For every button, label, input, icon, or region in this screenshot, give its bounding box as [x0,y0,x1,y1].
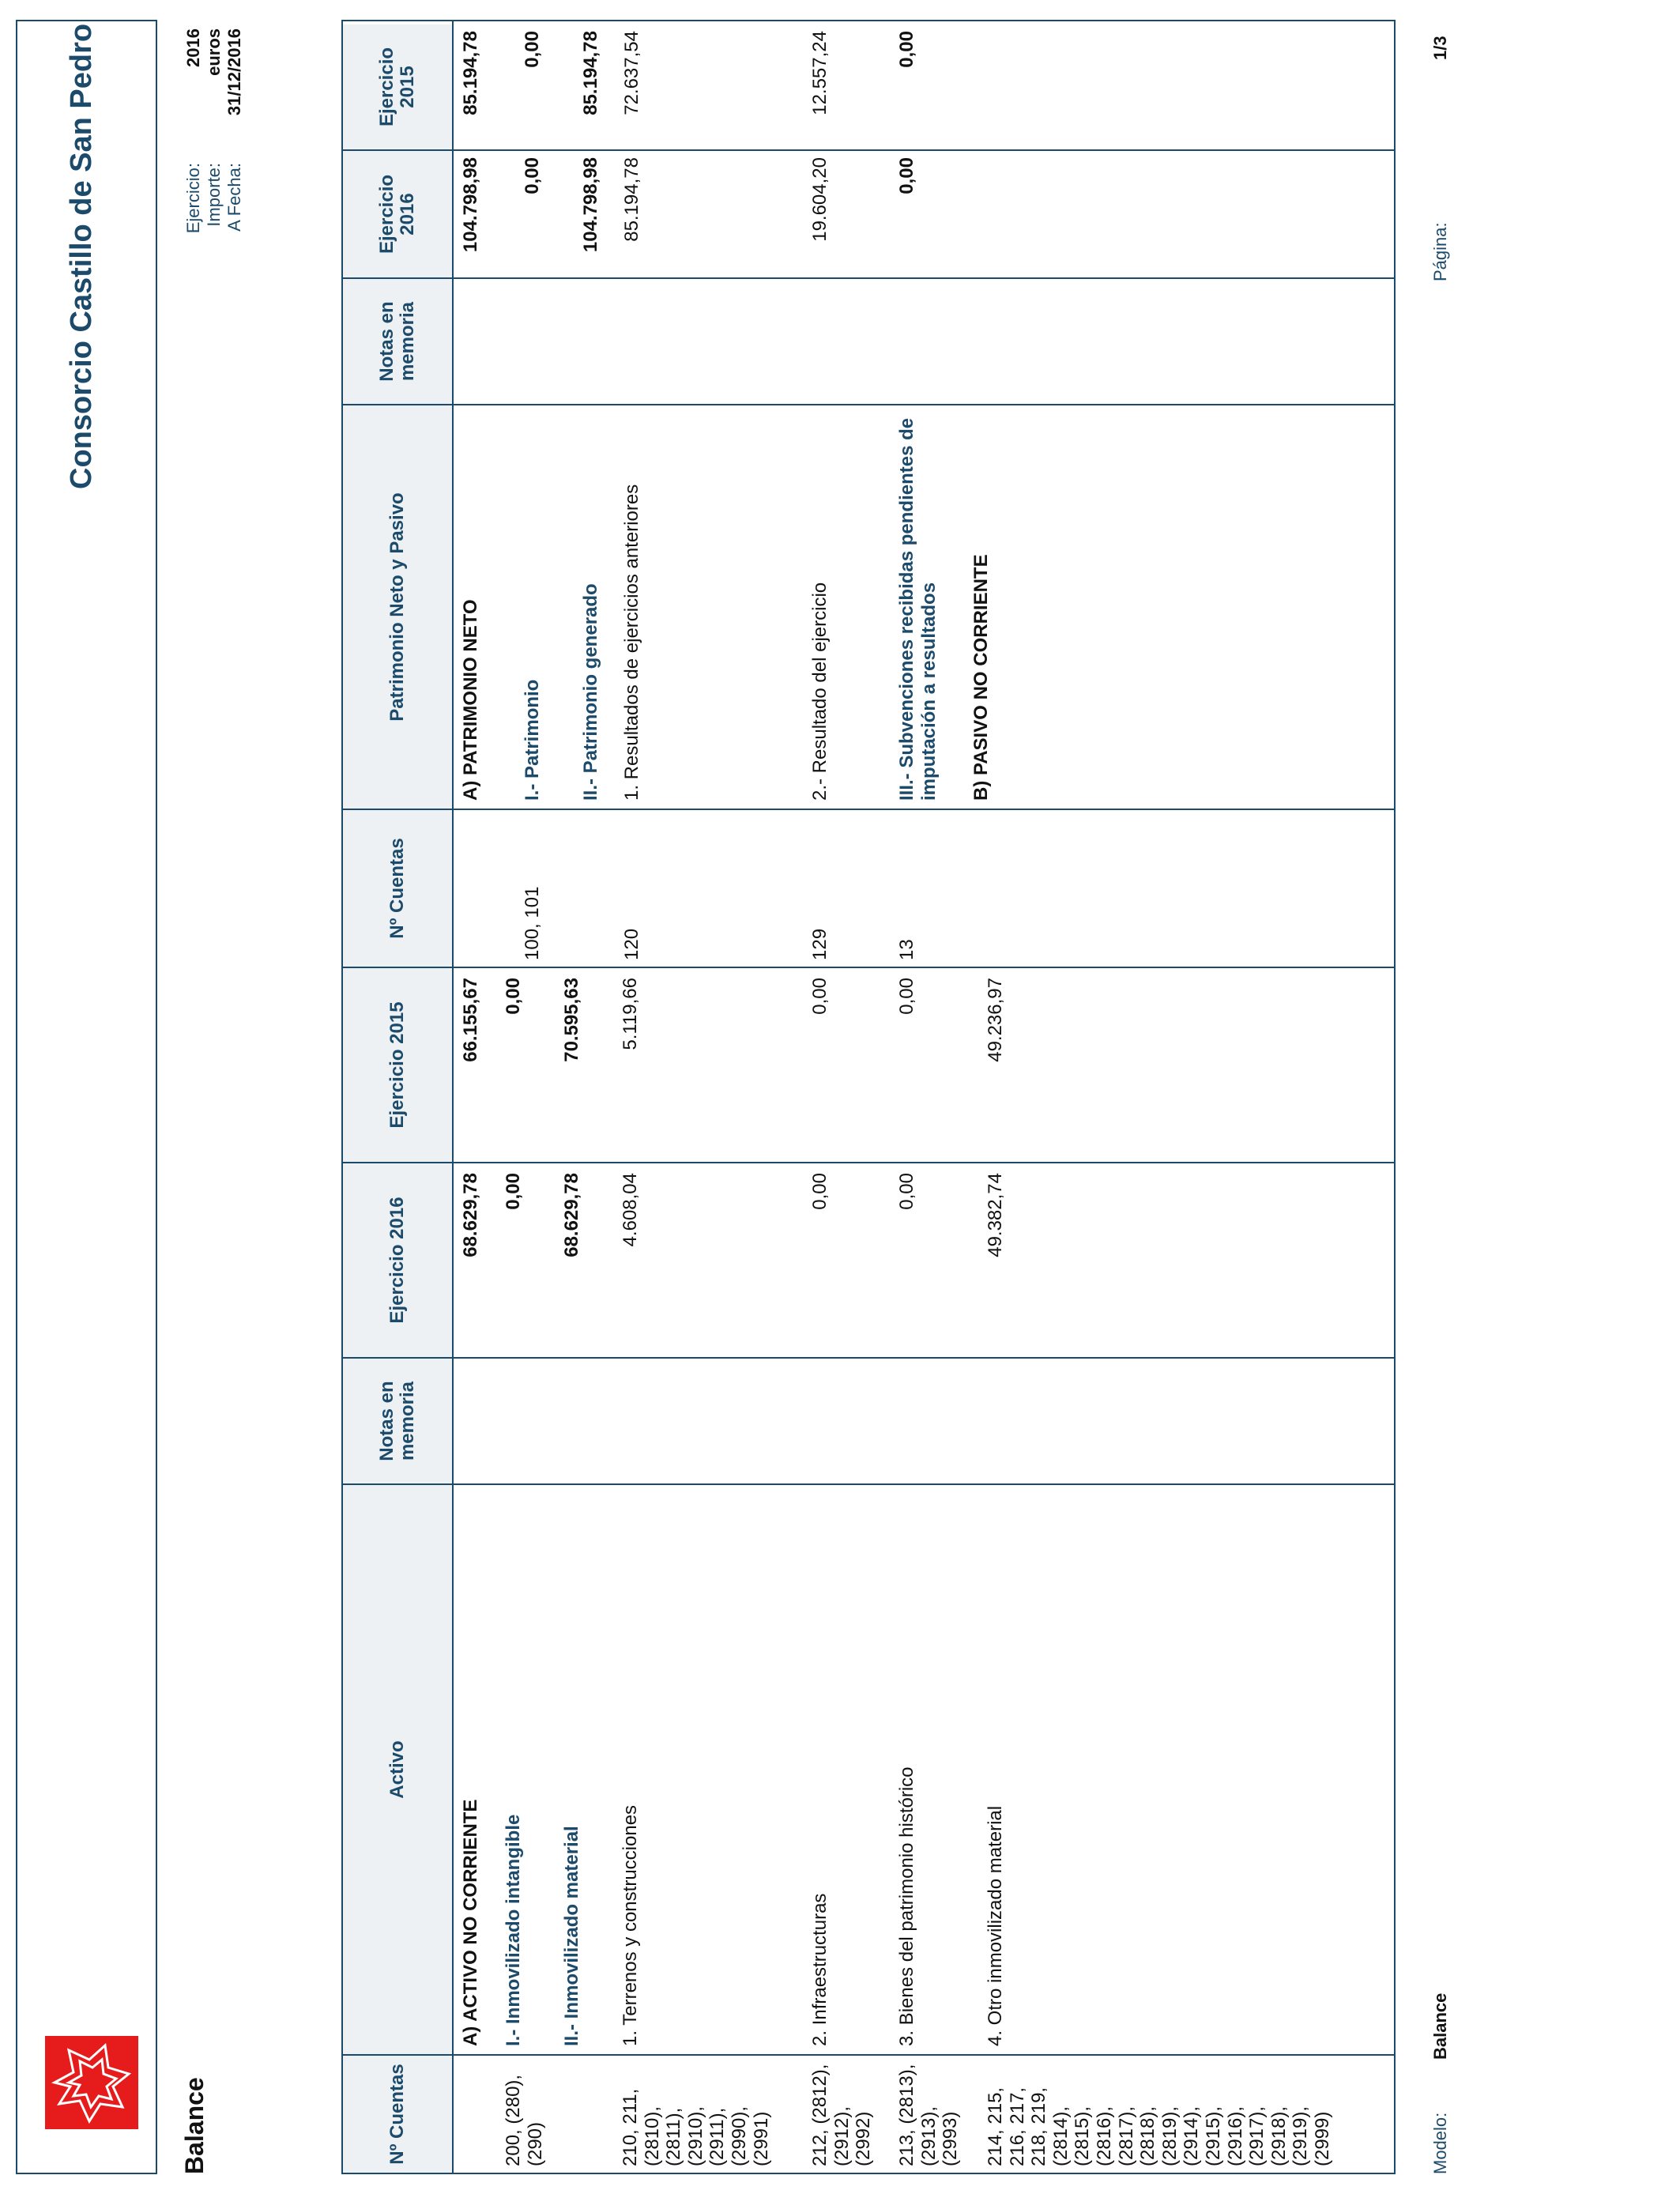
header-notas-pasivo: Notas en memoria [343,279,452,404]
pasivo-row-2015: 85.194,78 [580,31,601,115]
pasivo-row-2016: 104.798,98 [580,157,601,253]
activo-row-cuentas: 210, 211, (2810), (2811), (2910), (2911), (2990), (2991) [620,2088,772,2166]
header-separator [452,21,454,2173]
activo-row-2016: 0,00 [809,1173,831,1210]
header-pasivo: Patrimonio Neto y Pasivo [343,405,452,809]
pasivo-row-2015: 0,00 [522,31,543,68]
importe-label: Importe: [204,163,224,227]
meta-labels [183,163,245,281]
col-divider [343,277,1394,279]
activo-row-2015: 5.119,66 [620,978,641,1050]
pasivo-row-label: I.- Patrimonio [522,679,543,801]
pasivo-row-2015: 72.637,54 [621,31,642,115]
activo-row-label: A) ACTIVO NO CORRIENTE [460,1799,481,2046]
pasivo-row-label: A) PATRIMONIO NETO [460,599,481,801]
modelo-label: Modelo: [1430,2112,1450,2174]
activo-row-cuentas: 200, (280), (290) [503,2074,546,2166]
header-2016-pasivo: Ejercicio 2016 [343,151,452,277]
col-divider [343,404,1394,405]
col-divider [343,1162,1394,1163]
pasivo-row-label: B) PASIVO NO CORRIENTE [970,554,992,801]
col-divider [343,1357,1394,1359]
pasivo-row-cuentas: 100, 101 [522,886,543,960]
activo-row-2015: 70.595,63 [561,978,582,1062]
activo-row-2016: 49.382,74 [985,1173,1006,1257]
pasivo-row-cuentas: 13 [896,939,917,960]
col-divider [343,1483,1394,1485]
pasivo-row-2015: 12.557,24 [809,31,831,115]
pasivo-row-label: 1. Resultados de ejercicios anteriores [621,484,642,801]
header-cuentas-pasivo: Nº Cuentas [343,810,452,967]
activo-row-2015: 0,00 [896,978,917,1015]
pasivo-row-2016: 0,00 [522,157,543,194]
activo-row-2016: 68.629,78 [460,1173,481,1257]
activo-row-cuentas: 213, (2813), (2913), (2993) [896,2064,962,2166]
fecha-label: A Fecha: [224,163,244,232]
pasivo-row-2016: 19.604,20 [809,157,831,242]
castle-logo-icon [45,2036,138,2129]
pasivo-row-2015: 85.194,78 [460,31,481,115]
activo-row-2015: 0,00 [503,978,524,1015]
activo-row-2015: 66.155,67 [460,978,481,1062]
pasivo-row-2016: 0,00 [896,157,917,194]
balance-table [341,20,1396,2174]
activo-row-label: 2. Infraestructuras [809,1893,831,2046]
activo-row-2016: 4.608,04 [620,1173,641,1247]
pasivo-row-2016: 85.194,78 [621,157,642,242]
fecha-value: 31/12/2016 [224,28,244,116]
activo-row-2016: 0,00 [503,1173,524,1210]
header-notas-activo: Notas en memoria [343,1359,452,1483]
activo-row-label: 3. Bienes del patrimonio histórico [896,1766,917,2046]
pagina-label: Página: [1430,222,1450,281]
header-2015-pasivo: Ejercicio 2015 [343,25,452,149]
activo-row-2016: 68.629,78 [561,1173,582,1257]
col-divider [343,809,1394,810]
importe-value: euros [204,28,224,76]
activo-row-cuentas: 214, 215, 216, 217, 218, 219, (2814), (2815), (2816), (2817), (2818), (2819), (2914), (2915), (2916), (2917), (2918), (2919), (2999) [985,2087,1333,2166]
activo-row-cuentas: 212, (2812), (2912), (2992) [809,2064,875,2166]
col-divider [343,149,1394,151]
ejercicio-value: 2016 [183,28,203,67]
col-divider [343,967,1394,968]
header-2016-activo: Ejercicio 2016 [343,1163,452,1357]
meta-values [183,28,245,155]
pasivo-row-2015: 0,00 [896,31,917,68]
ejercicio-label: Ejercicio: [183,163,203,234]
pagina-value: 1/3 [1430,36,1450,60]
pasivo-row-label: 2.- Resultado del ejercicio [809,582,831,801]
activo-row-label: I.- Inmovilizado intangible [503,1814,524,2046]
report-subtitle: Balance [180,2077,209,2174]
header-activo: Activo [343,1485,452,2054]
col-divider [343,2054,1394,2056]
activo-row-2016: 0,00 [896,1173,917,1210]
page-title: Consorcio Castillo de San Pedro [65,23,98,489]
activo-row-label: 1. Terrenos y construcciones [620,1804,641,2046]
pasivo-row-cuentas: 120 [621,928,642,960]
pasivo-row-cuentas: 129 [809,928,831,960]
activo-row-label: 4. Otro inmovilizado material [985,1805,1006,2046]
activo-row-2015: 49.236,97 [985,978,1006,1062]
pasivo-row-2016: 104.798,98 [460,157,481,253]
modelo-value: Balance [1430,1992,1450,2060]
activo-row-label: II.- Inmovilizado material [561,1826,582,2046]
header-cuentas-activo: Nº Cuentas [343,2056,452,2173]
header-box [16,20,157,2174]
pasivo-row-label: II.- Patrimonio generado [580,583,601,801]
header-2015-activo: Ejercicio 2015 [343,968,452,1162]
pasivo-row-label: III.- Subvenciones recibidas pendientes de imputación a resultados [896,417,940,801]
activo-row-2015: 0,00 [809,978,831,1015]
